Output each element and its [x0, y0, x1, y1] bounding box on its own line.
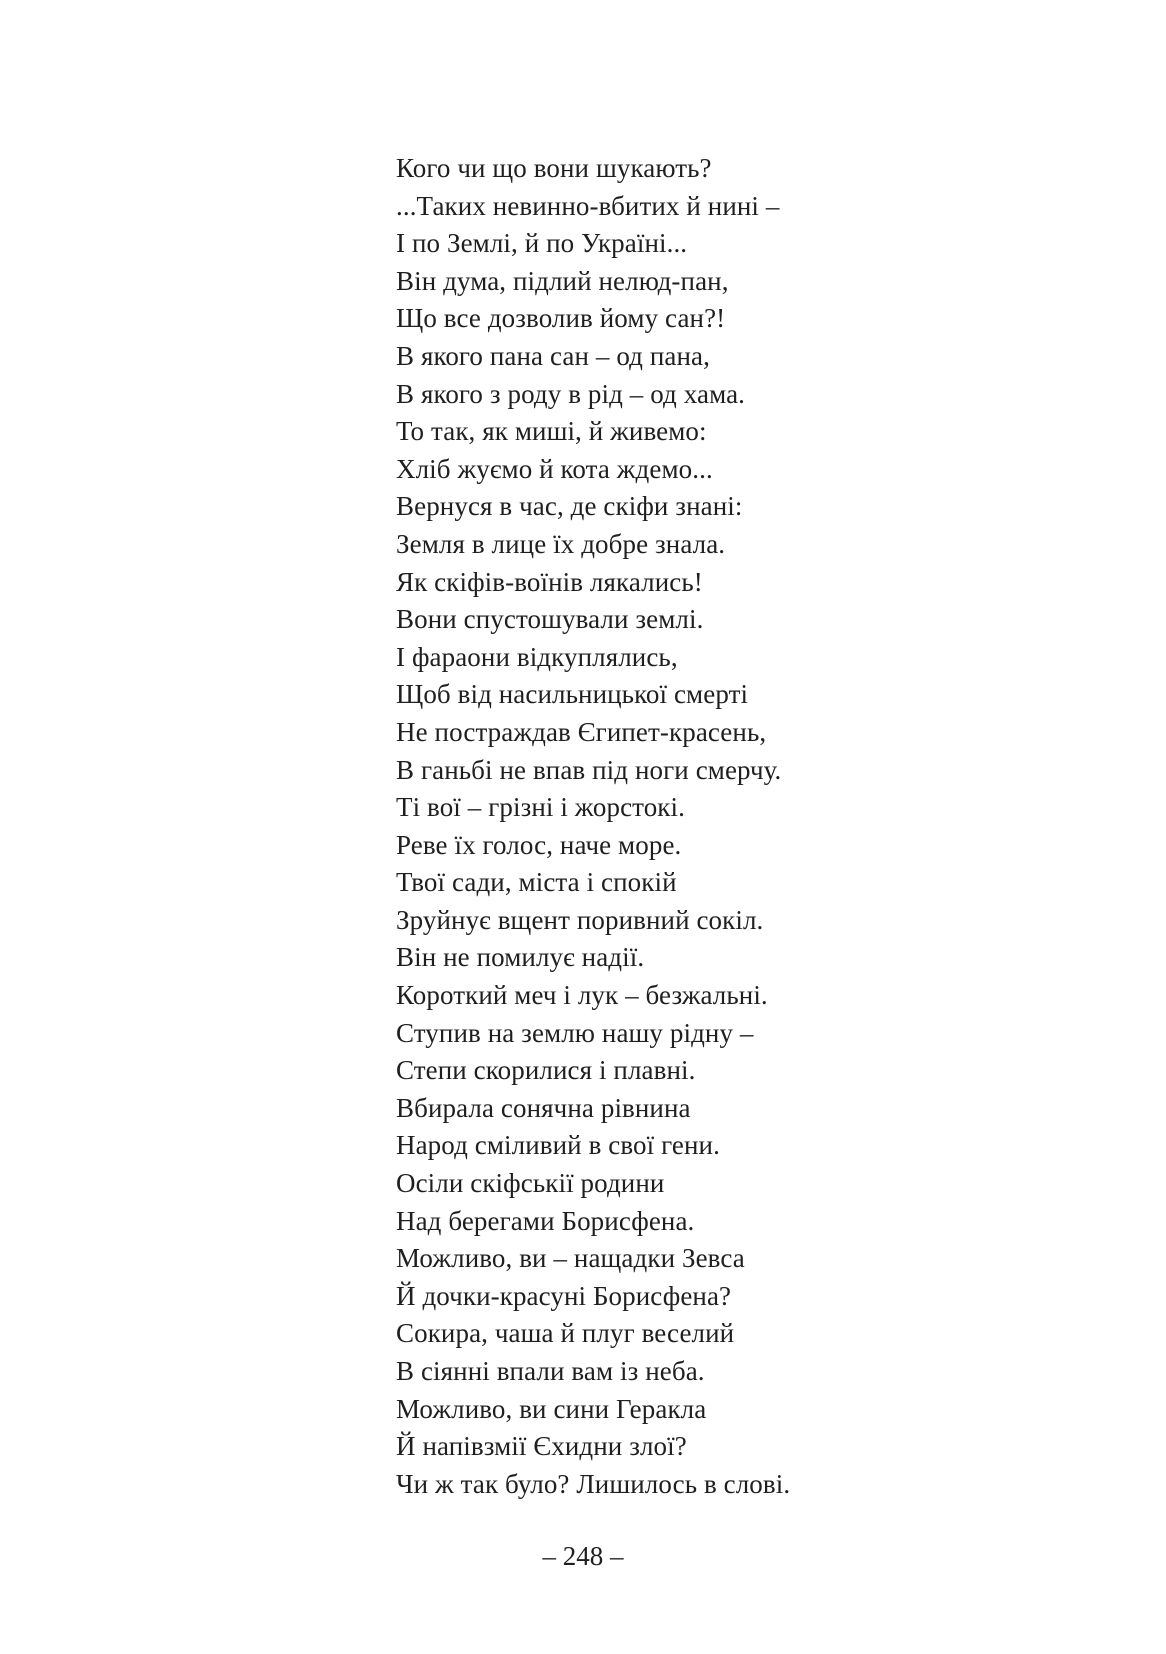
poem-line: Чи ж так було? Лишилось в слові.: [396, 1468, 791, 1499]
poem-line: Що все дозволив йому сан?!: [396, 303, 726, 334]
poem-line: Земля в лице їх добре знала.: [396, 528, 726, 559]
poem-line: Реве їх голос, наче море.: [396, 829, 682, 860]
poem-line: Вбирала сонячна рівнина: [396, 1092, 691, 1123]
poem-line: Й напівзмії Єхидни злої?: [396, 1431, 687, 1462]
poem-line: Осіли скіфськії родини: [396, 1168, 665, 1199]
page-number: – 248 –: [542, 1541, 624, 1571]
poem-line: Він не помилує надії.: [396, 942, 645, 973]
poem-line: Вернуся в час, де скіфи знані:: [396, 491, 743, 522]
poem-line: То так, як миші, й живемо:: [396, 416, 707, 447]
poem-line: В сіянні впали вам із неба.: [396, 1356, 705, 1386]
poem-line: Ті вої – грізні і жорстокі.: [396, 792, 685, 823]
poem-line: В якого з роду в рід – од хама.: [396, 378, 746, 409]
poem-line: Народ сміливий в свої гени.: [396, 1130, 720, 1161]
poem-line: Він дума, підлий нелюд-пан,: [396, 265, 729, 296]
poem-line: Вони спустошували землі.: [396, 604, 704, 635]
poem-line: Зруйнує вщент поривний сокіл.: [396, 904, 764, 935]
poem-line: Степи скорилися і плавні.: [396, 1055, 696, 1086]
poem-line: І фараони відкуплялись,: [396, 641, 678, 672]
poem-line: І по Землі, й по Україні...: [396, 228, 688, 259]
poem-line: Кого чи що вони шукають?: [396, 153, 712, 183]
poem-text: [396, 150, 956, 1503]
poem-line: Над берегами Борисфена.: [396, 1205, 695, 1236]
poem-line: Можливо, ви сини Геракла: [396, 1393, 707, 1424]
poem-line: В якого пана сан – од пана,: [396, 340, 710, 371]
poem-line: Не постраждав Єгипет-красень,: [396, 716, 767, 747]
poem-line: Хліб жуємо й кота ждемо...: [396, 453, 713, 484]
poem-line: Можливо, ви – нащадки Зевса: [396, 1243, 745, 1274]
poem-line: Ступив на землю нашу рідну –: [396, 1017, 754, 1048]
poem-line: В ганьбі не впав під ноги смерчу.: [396, 754, 782, 785]
poem-line: Й дочки-красуні Борисфена?: [396, 1280, 732, 1311]
poem-line: Короткий меч і лук – безжальні.: [396, 980, 768, 1011]
poem-line: ...Таких невинно-вбитих й нині –: [396, 190, 780, 221]
poem-line: Твої сади, міста і спокій: [396, 867, 677, 898]
poem-line: Як скіфів-воїнів лякались!: [396, 566, 703, 597]
poem-line: Сокира, чаша й плуг веселий: [396, 1318, 735, 1349]
poem-line: Щоб від насильницької смерті: [396, 679, 749, 710]
